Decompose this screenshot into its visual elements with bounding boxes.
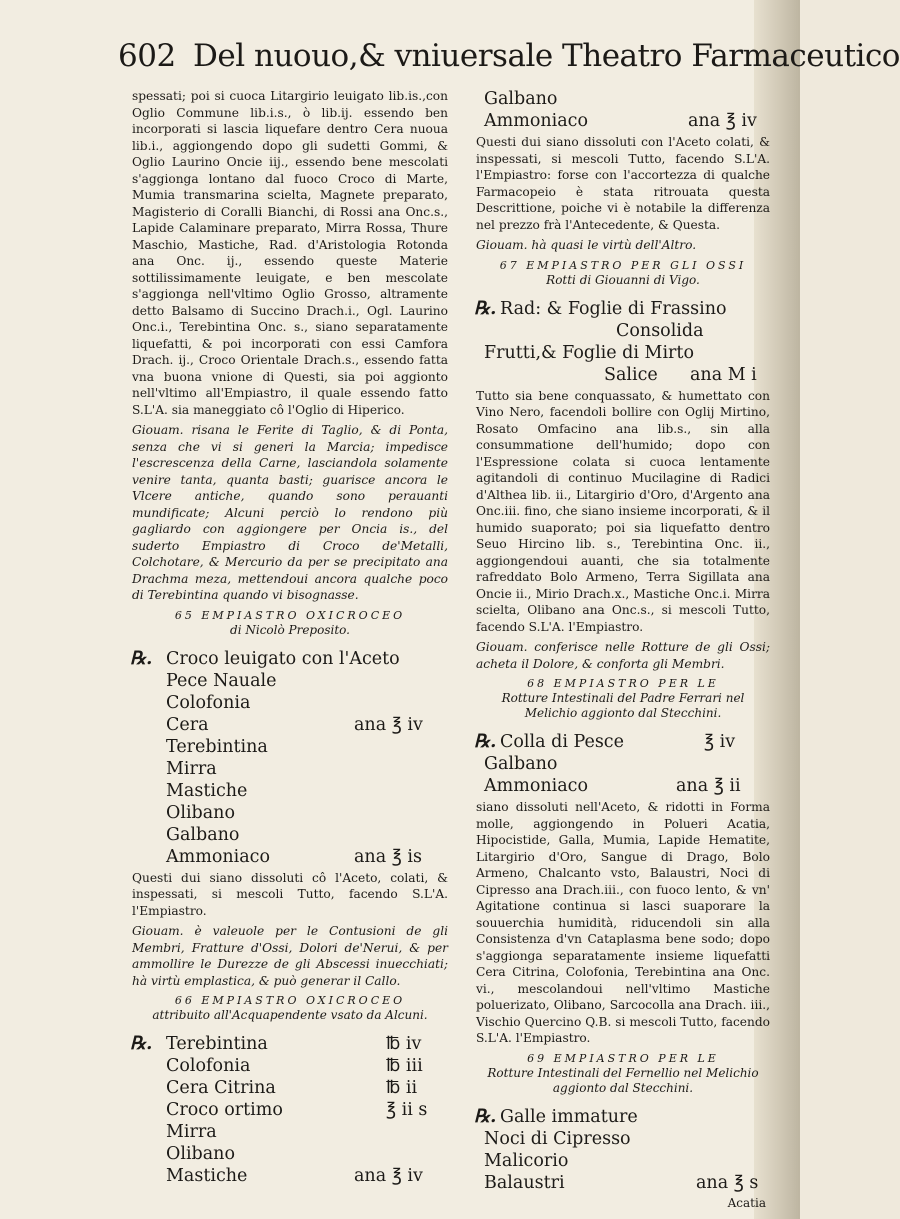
recipe-symbol: ℞. <box>130 647 153 669</box>
ingredient-name: Pece Nauale <box>166 670 277 691</box>
recipe-67-virtue: Giouam. conferisce nelle Rotture de gli Ossi; acheta il Dolore, & conforta gli Membri. <box>476 640 770 671</box>
ingredient-row <box>132 1121 448 1143</box>
ingredient-name: Colofonia <box>166 1056 251 1076</box>
ingredient-name: Frutti,& Foglie di Mirto <box>484 342 694 363</box>
recipe-68-method: siano dissoluti nell'Aceto, & ridotti in Forma molle, aggiongendo in Polueri Acatia, Hipocistide, Galla, Mumia, Lapide Hematite, Litargirio d'Oro, Sangue di Drago, Bolo Armeno, Chalcanto vsto, Balaustri, Noci di Cipresso ana Drach.iii., con fuoco lento, & vn' Agitatione continua si lasci suaporare la souuerchia humidità, riducendoli sin alla Consistenza d'vn Cataplasma bene sodo; dopo s'aggionga separatamente insieme liquefatti Cera Citrina, Colofonia, Terebintina ana Onc. vi., mescolandoui nell'vltimo Mastiche poluerizato, Olibano, Sarcocolla ana Drach. iii., Vischio Quercino Q.B. si mescoli Tutto, facendo S.L'A. l'Empiastro. <box>476 800 770 1045</box>
ingredient-name: Galbano <box>484 754 558 774</box>
ingredient-name: Cera Citrina <box>166 1078 276 1098</box>
ingredient-row <box>476 775 770 797</box>
recipe-67-heading <box>476 258 770 288</box>
ingredient-dose: ℥ ii s <box>386 1100 428 1120</box>
top-method: Questi dui siano dissoluti con l'Aceto colati, & inspessati, si mescoli Tutto, facendo S.L'A. l'Empiastro: forse con l'accortezza di qualche Farmacopeio è stata ritrouata questa Descrittione, poiche vi è notabile la differenza nel prezzo frà l'Antecedente, & Questa. <box>476 135 770 232</box>
ingredient-name: Noci di Cipresso <box>484 1128 631 1149</box>
ingredient-row <box>132 692 448 714</box>
page-title: Del nuouo,& vniuersale Theatro Farmaceutico <box>193 38 900 74</box>
ingredient-name: Terebintina <box>166 736 268 757</box>
ingredient-row <box>132 1033 448 1055</box>
ingredient-name: Galle immature <box>500 1106 638 1127</box>
ingredient-dose: ana ℥ is <box>354 846 422 867</box>
ingredient-dose: ℔ ii <box>386 1078 418 1098</box>
recipe-symbol: ℞. <box>474 297 497 319</box>
ingredient-name: Ammoniaco <box>484 776 589 796</box>
ingredient-row <box>476 1128 770 1150</box>
ingredient-row <box>132 780 448 802</box>
ingredient-name: Consolida <box>616 320 704 341</box>
ingredient-dose: ℥ iv <box>704 732 736 752</box>
ingredient-row <box>132 758 448 780</box>
ingredient-name: Terebintina <box>166 1034 268 1054</box>
ingredient-row <box>476 1150 770 1172</box>
ingredient-row <box>476 110 770 132</box>
top-virtue: Giouam. hà quasi le virtù dell'Altro. <box>476 238 697 252</box>
recipe-65-method: Questi dui siano dissoluti cô l'Aceto, colati, & inspessati, si mescoli Tutto, facendo S.L'A. l'Empiastro. <box>132 870 448 918</box>
ingredient-row <box>132 1143 448 1165</box>
recipe-65-ingredients <box>132 648 448 868</box>
ingredient-row <box>476 1172 770 1194</box>
recipe-69-subtitle: Rotture Intestinali del Fernellio nel Melichio aggionto dal Stecchini. <box>487 1065 759 1095</box>
recipe-66-heading <box>132 993 448 1023</box>
ingredient-name: Olibano <box>166 1144 235 1164</box>
recipe-symbol: ℞. <box>130 1033 153 1054</box>
ingredient-dose: ana ℥ iv <box>688 111 757 131</box>
running-header <box>118 30 900 82</box>
recipe-65-virtue: Giouam. è valeuole per le Contusioni de gli Membri, Fratture d'Ossi, Dolori de'Nerui, & per ammollire le Durezze de gli Abscessi inuecchiati; hà virtù emplastica, & può generar il Callo. <box>132 924 448 988</box>
ingredient-row <box>132 648 448 670</box>
ingredient-row <box>132 736 448 758</box>
recipe-66-subtitle: attribuito all'Acquapendente vsato da Alcuni. <box>152 1008 428 1022</box>
recipe-symbol: ℞. <box>474 731 497 752</box>
ingredient-row <box>476 1106 770 1128</box>
ingredient-row <box>132 824 448 846</box>
ingredient-name: Mirra <box>166 1122 217 1142</box>
ingredient-name: Ammoniaco <box>166 846 271 867</box>
ingredient-row <box>132 1077 448 1099</box>
right-column <box>476 88 770 1210</box>
recipe-66-ingredients <box>132 1033 448 1187</box>
ingredient-row <box>476 364 770 386</box>
intro-virtue: Giouam. risana le Ferite di Taglio, & di Ponta, senza che vi si generi la Marcia; impedisce l'escrescenza della Carne, lasciandola solamente venire tanta, quanta basti; guarisce ancora le Vlcere antiche, quando sono perauanti mundificate; Alcuni perciò lo rendono più gagliardo con aggiongere per Oncia is., del suderto Empiastro di Croco de'Metalli, Colchotare, & Mercurio da per se precipitato ana Drachma meza, mettendoui ancora qualche poco di Terebintina quando vi bisognasse. <box>132 423 448 602</box>
ingredient-row <box>132 1099 448 1121</box>
ingredient-row <box>476 320 770 342</box>
ingredient-dose: ana ℥ s <box>696 1172 759 1193</box>
ingredient-name: Mastiche <box>166 1166 248 1186</box>
intro-paragraph: spessati; poi si cuoca Litargirio leuigato lib.is.,con Oglio Commune lib.i.s., ò lib.ij. essendo ben incorporati si lascia liquefare dentro Cera nuoua lib.i., aggiongendo dopo gli sudetti Gommi, & Oglio Laurino Oncie iij., essendo bene mescolati s'aggionga lontano dal fuoco Croco di Marte, Mumia transmarina scielta, Magnete preparato, Magisterio di Coralli Bianchi, di Rossi ana Onc.s., Lapide Calaminare preparato, Mirra Rossa, Thure Maschio, Mastiche, Rad. d'Aristologia Rotonda ana Onc. ij., essendo queste Materie sottilissimamente leuigate, e ben mescolate s'aggionga nell'vltimo Oglio Grosso, altramente detto Balsamo di Succino Drach.i., Ogl. Laurino Onc.i., Terebintina Onc. s., siano separatamente liquefatti, & poi incorporati con essi Camfora Drach. ij., Croco Orientale Drach.s., essendo fatta vna buona vnione di Questi, sia poi aggionto nell'vltimo all'Empiastro, il quale essendo fatto S.L'A. sia maneggiato cô l'Oglio di Hiperico. <box>132 89 448 417</box>
ingredient-dose: ℔ iv <box>386 1034 422 1054</box>
left-column <box>132 88 448 1189</box>
recipe-66-title: 66 EMPIASTRO OXICROCEO <box>174 994 406 1007</box>
recipe-68-ingredients <box>476 731 770 797</box>
ingredient-name: Croco leuigato con l'Aceto <box>166 648 400 669</box>
ingredient-row <box>476 731 770 753</box>
recipe-69-heading <box>476 1051 770 1096</box>
ingredient-dose: ana ℥ iv <box>354 714 423 735</box>
recipe-67-ingredients <box>476 298 770 386</box>
ingredient-name: Galbano <box>484 89 558 109</box>
ingredient-name: Rad: & Foglie di Frassino <box>500 298 727 319</box>
recipe-67-method: Tutto sia bene conquassato, & humettato con Vino Nero, facendoli bollire con Oglij Mirtino, Rosato Omfacino ana lib.s., sin alla consummatione dell'humido; dopo con l'Espressione colata si cuoca lentamente agitandoli di continuo Mucilagine di Radici d'Althea lib. ii., Litargirio d'Oro, d'Argento ana Onc.iii. fino, che siano insieme incorporati, & il humido suaporato; poi sia liquefatto dentro Seuo Hircino lib. s., Terebintina Onc. ii., aggiongendoui auanti, che sia totalmente rafreddato Bolo Armeno, Terra Sigillata ana Oncie ii., Mirio Drach.x., Mastiche Onc.i. Mirra scielta, Olibano ana Onc.s., si mescoli Tutto, facendo S.L'A. l'Empiastro. <box>476 388 770 634</box>
top-ingredients <box>476 88 770 132</box>
page-number: 602 <box>118 38 176 74</box>
ingredient-name: Galbano <box>166 824 240 845</box>
ingredient-name: Salice <box>604 364 658 385</box>
recipe-68-heading <box>476 676 770 721</box>
ingredient-row <box>476 88 770 110</box>
ingredient-name: Croco ortimo <box>166 1100 283 1120</box>
ingredient-row <box>476 298 770 320</box>
ingredient-row <box>476 753 770 775</box>
ingredient-dose: ana ℥ iv <box>354 1166 423 1186</box>
recipe-67-subtitle: Rotti di Giouanni di Vigo. <box>546 272 700 287</box>
recipe-69-title: 69 EMPIASTRO PER LE <box>527 1051 719 1065</box>
ingredient-row <box>132 670 448 692</box>
catchword: Acatia <box>727 1195 766 1210</box>
ingredient-row <box>132 802 448 824</box>
recipe-68-subtitle: Rotture Intestinali del Padre Ferrari nel Melichio aggionto dal Stecchini. <box>501 691 745 720</box>
ingredient-name: Cera <box>166 714 209 735</box>
recipe-65-subtitle: di Nicolò Preposito. <box>230 622 350 637</box>
ingredient-name: Colofonia <box>166 692 251 713</box>
ingredient-row <box>132 714 448 736</box>
ingredient-dose: ana M i <box>690 364 757 385</box>
recipe-68-title: 68 EMPIASTRO PER LE <box>527 677 719 690</box>
recipe-65-heading <box>132 608 448 638</box>
ingredient-dose: ana ℥ ii <box>676 776 741 796</box>
recipe-67-title: 67 EMPIASTRO PER GLI OSSI <box>499 258 747 272</box>
ingredient-name: Mastiche <box>166 780 248 801</box>
ingredient-name: Colla di Pesce <box>500 732 624 752</box>
ingredient-name: Olibano <box>166 802 235 823</box>
ingredient-dose: ℔ iii <box>386 1056 423 1076</box>
ingredient-name: Mirra <box>166 758 217 779</box>
ingredient-row <box>132 1165 448 1187</box>
recipe-69-ingredients <box>476 1106 770 1194</box>
ingredient-name: Ammoniaco <box>484 111 589 131</box>
ingredient-name: Balaustri <box>484 1172 565 1193</box>
ingredient-row <box>476 342 770 364</box>
ingredient-row <box>132 1055 448 1077</box>
recipe-65-title: 65 EMPIASTRO OXICROCEO <box>174 608 406 622</box>
recipe-symbol: ℞. <box>474 1105 497 1127</box>
ingredient-name: Malicorio <box>484 1150 569 1171</box>
ingredient-row <box>132 846 448 868</box>
